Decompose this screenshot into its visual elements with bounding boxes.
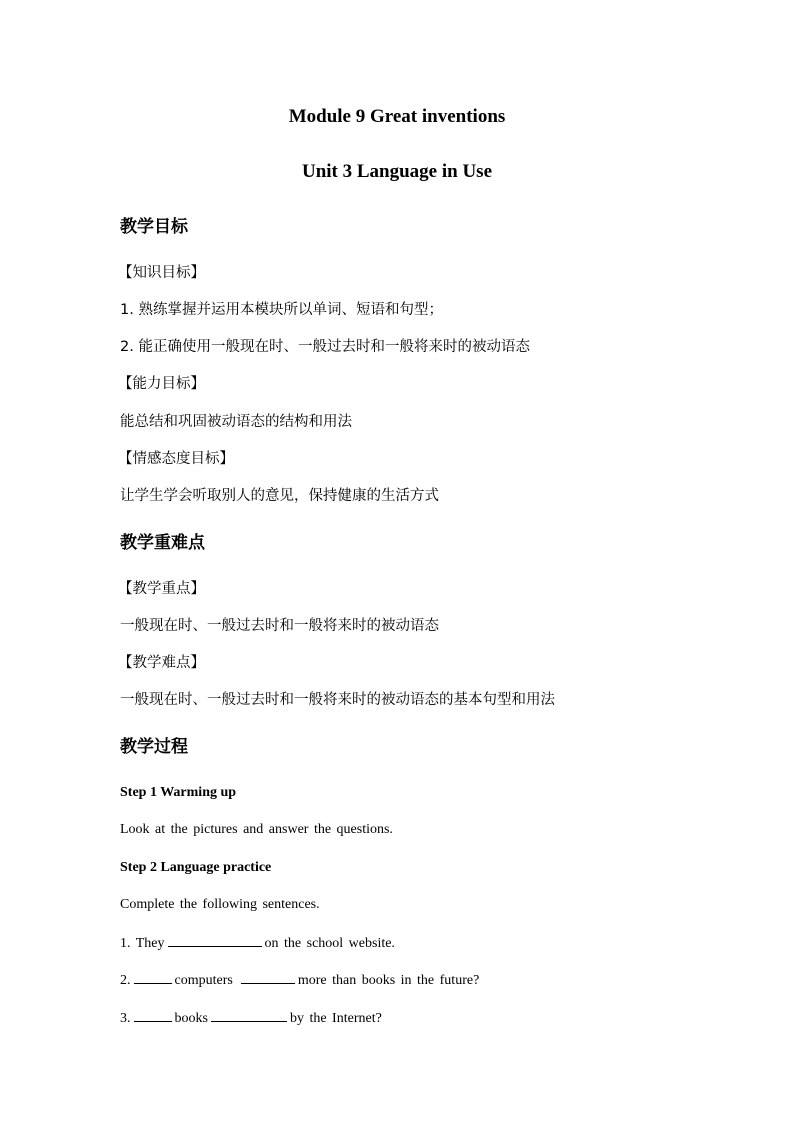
ability-label: 【能力目标】 [118, 376, 205, 392]
exercise-sentence [120, 970, 479, 990]
difficulty-label: 【教学难点】 [118, 655, 205, 671]
step2-title: Step 2 Language practice [120, 860, 272, 875]
exercise-sentence [120, 933, 395, 953]
knowledge-label: 【知识目标】 [118, 265, 205, 281]
answer-blank [134, 1008, 172, 1022]
sentence-suffix: more than books in the future? [297, 973, 480, 988]
sentence-middle: on the school website. [264, 936, 395, 951]
answer-blank [168, 933, 262, 947]
emotion-label: 【情感态度目标】 [118, 451, 234, 467]
process-heading: 教学过程 [120, 737, 188, 757]
emotion-text: 让学生学会听取别人的意见，保持健康的生活方式 [120, 488, 439, 504]
focus-text: 一般现在时、一般过去时和一般将来时的被动语态 [120, 618, 439, 634]
key-points-heading: 教学重难点 [120, 533, 205, 553]
step2-text: Complete the following sentences. [120, 897, 320, 912]
difficulty-text: 一般现在时、一般过去时和一般将来时的被动语态的基本句型和用法 [120, 692, 555, 708]
sentence-middle: books [174, 1011, 208, 1026]
knowledge-item: 1. 熟练掌握并运用本模块所以单词、短语和句型； [120, 302, 443, 318]
exercise-sentence [120, 1008, 382, 1028]
knowledge-item: 2. 能正确使用一般现在时、一般过去时和一般将来时的被动语态 [120, 339, 530, 355]
step1-title: Step 1 Warming up [120, 785, 237, 800]
sentence-middle: computers [174, 973, 233, 988]
step1-text: Look at the pictures and answer the questions. [120, 822, 393, 837]
sentence-prefix: 1. They [120, 936, 165, 951]
focus-label: 【教学重点】 [118, 581, 205, 597]
document-subtitle: Unit 3 Language in Use [301, 161, 493, 182]
answer-blank [134, 970, 172, 984]
sentence-prefix: 3. [120, 1011, 131, 1026]
answer-blank [211, 1008, 287, 1022]
document-title: Module 9 Great inventions [288, 106, 506, 127]
sentence-suffix: by the Internet? [289, 1011, 382, 1026]
objectives-heading: 教学目标 [120, 217, 188, 237]
answer-blank [241, 970, 295, 984]
ability-text: 能总结和巩固被动语态的结构和用法 [120, 414, 352, 430]
sentence-prefix: 2. [120, 973, 131, 988]
